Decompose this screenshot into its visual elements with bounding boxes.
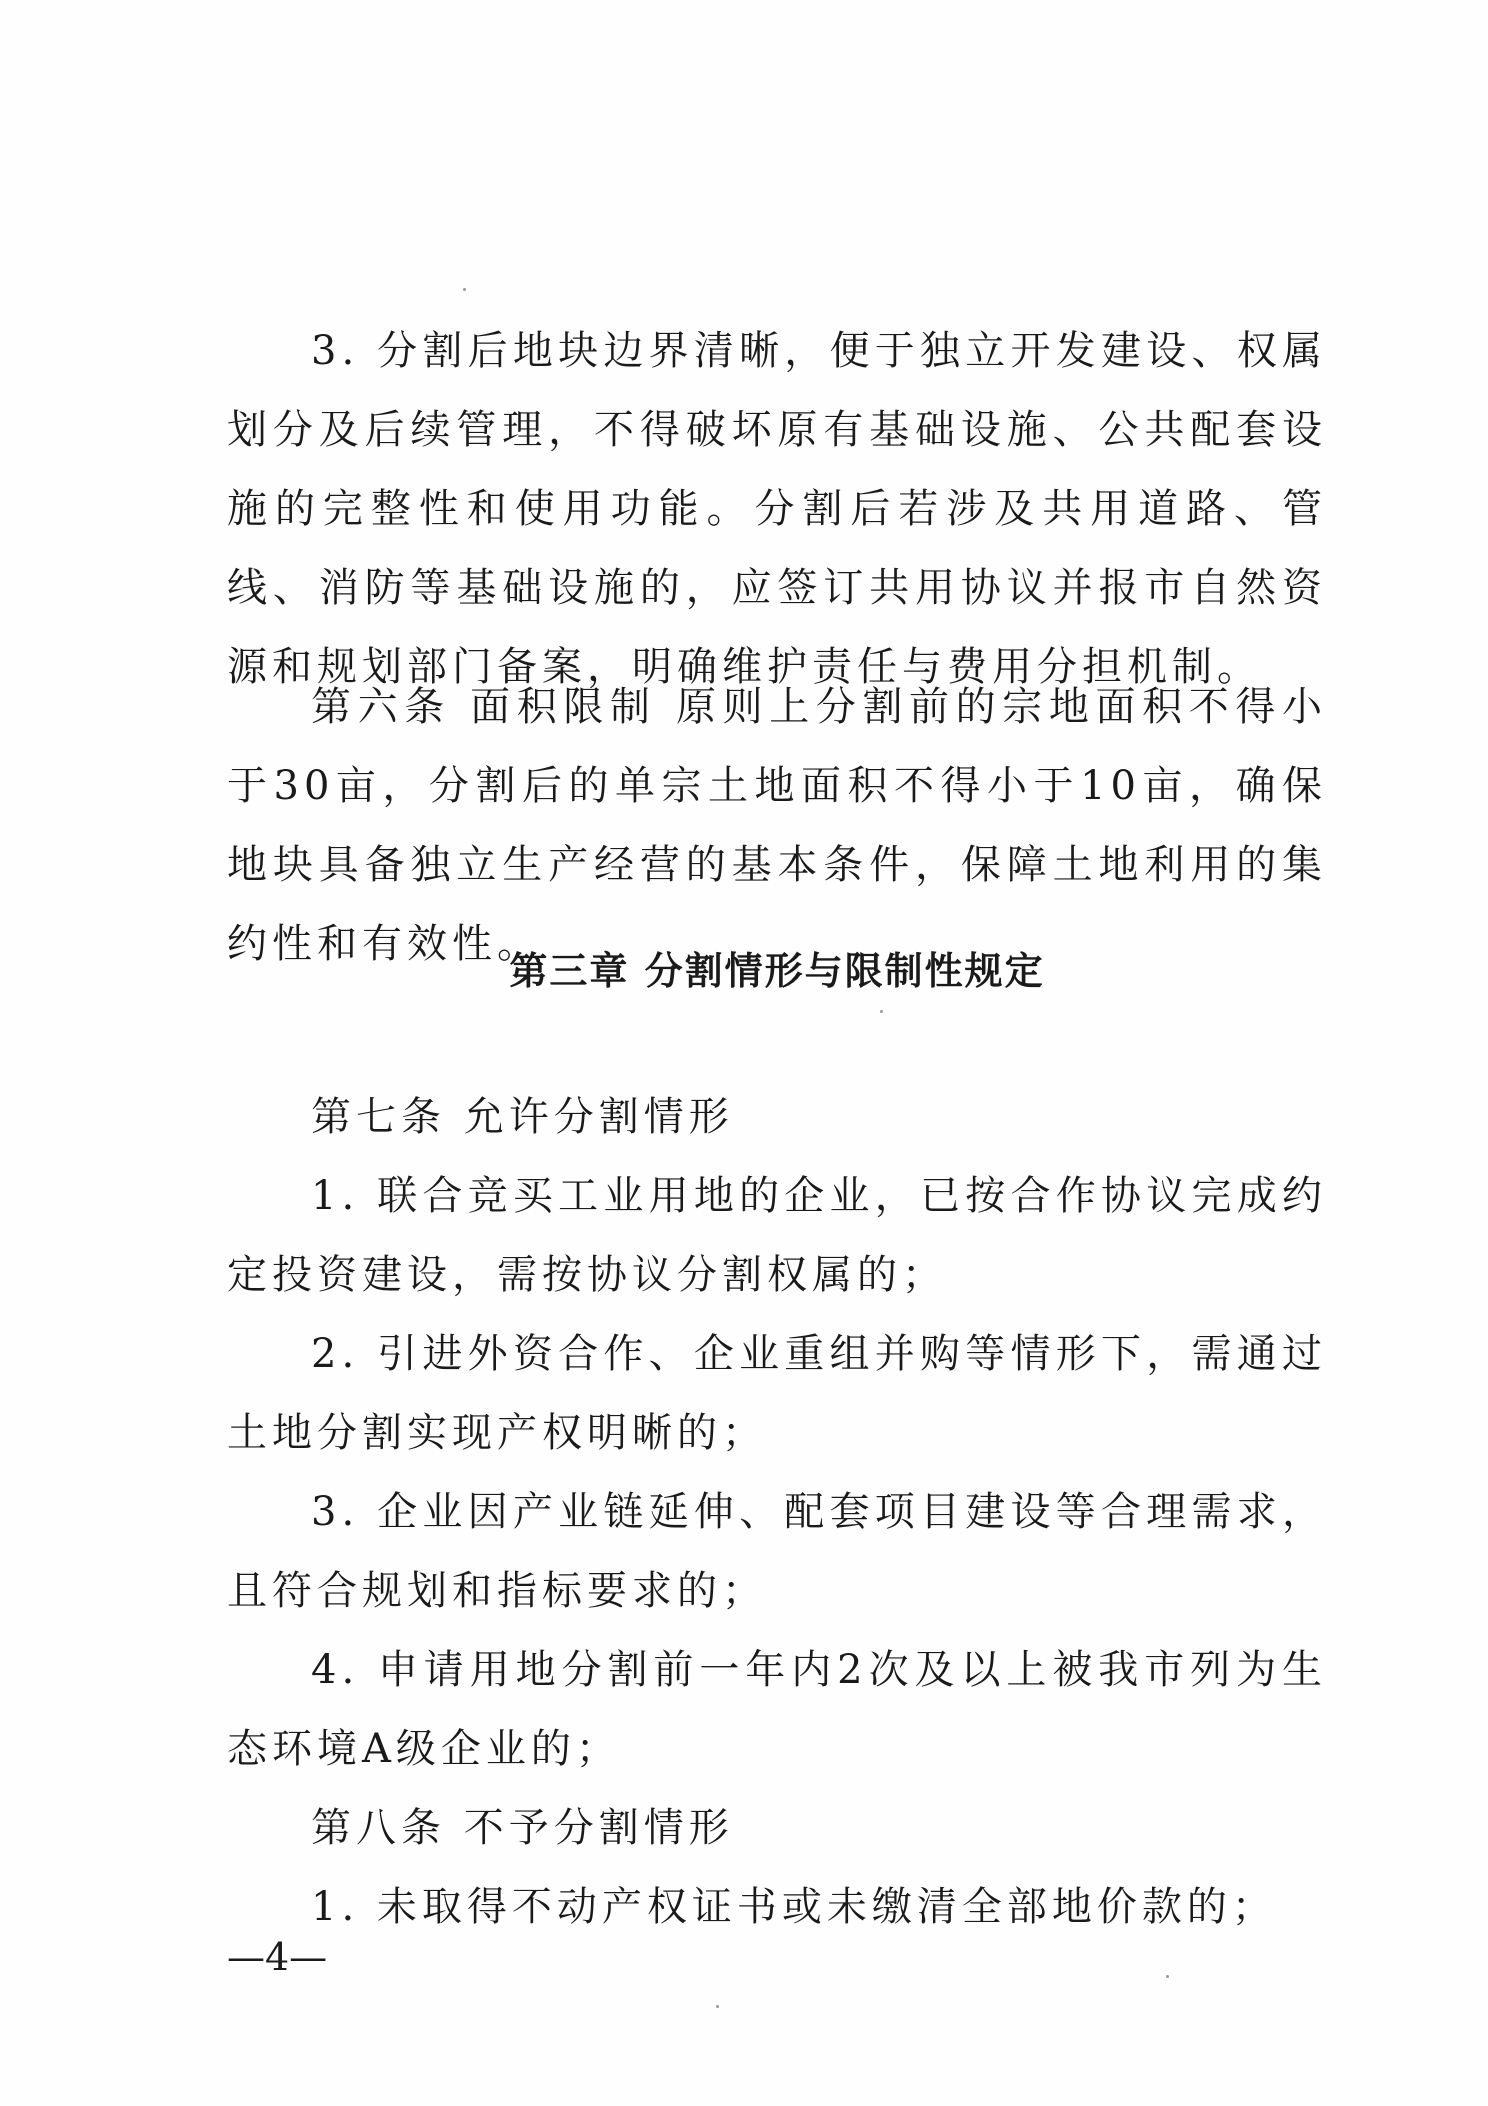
article8-item1: 1. 未取得不动产权证书或未缴清全部地价款的； xyxy=(311,1884,1277,1930)
article7-heading: 第七条 允许分割情形 xyxy=(311,1094,734,1140)
article7-item4: 4. 申请用地分割前一年内2次及以上被我市列为生态环境A级企业的； xyxy=(227,1647,1327,1772)
scan-speck xyxy=(463,288,466,291)
scan-speck xyxy=(716,2005,719,2008)
scan-speck xyxy=(880,1010,883,1013)
chapter-title: 第三章 分割情形与限制性规定 xyxy=(509,949,1045,993)
article7-item2: 2. 引进外资合作、企业重组并购等情形下，需通过土地分割实现产权明晰的； xyxy=(227,1331,1327,1456)
page-number: —4— xyxy=(227,1935,328,1979)
article7-item1: 1. 联合竞买工业用地的企业，已按合作协议完成约定投资建设，需按协议分割权属的； xyxy=(227,1173,1327,1298)
scan-speck xyxy=(1166,1975,1169,1978)
article7-item3: 3. 企业因产业链延伸、配套项目建设等合理需求，且符合规划和指标要求的； xyxy=(227,1489,1327,1614)
article6-paragraph: 第六条 面积限制 原则上分割前的宗地面积不得小于30亩，分割后的单宗土地面积不得小于10亩，确保地块具备独立生产经营的基本条件，保障土地利用的集约性和有效性。 xyxy=(227,684,1327,967)
article8-heading: 第八条 不予分割情形 xyxy=(311,1805,734,1851)
article5-item3-paragraph: 3. 分割后地块边界清晰，便于独立开发建设、权属划分及后续管理，不得破坏原有基础设施、公共配套设施的完整性和使用功能。分割后若涉及共用道路、管线、消防等基础设施的，应签订共用协议并报市自然资源和规划部门备案，明确维护责任与费用分担机制。 xyxy=(227,328,1327,690)
